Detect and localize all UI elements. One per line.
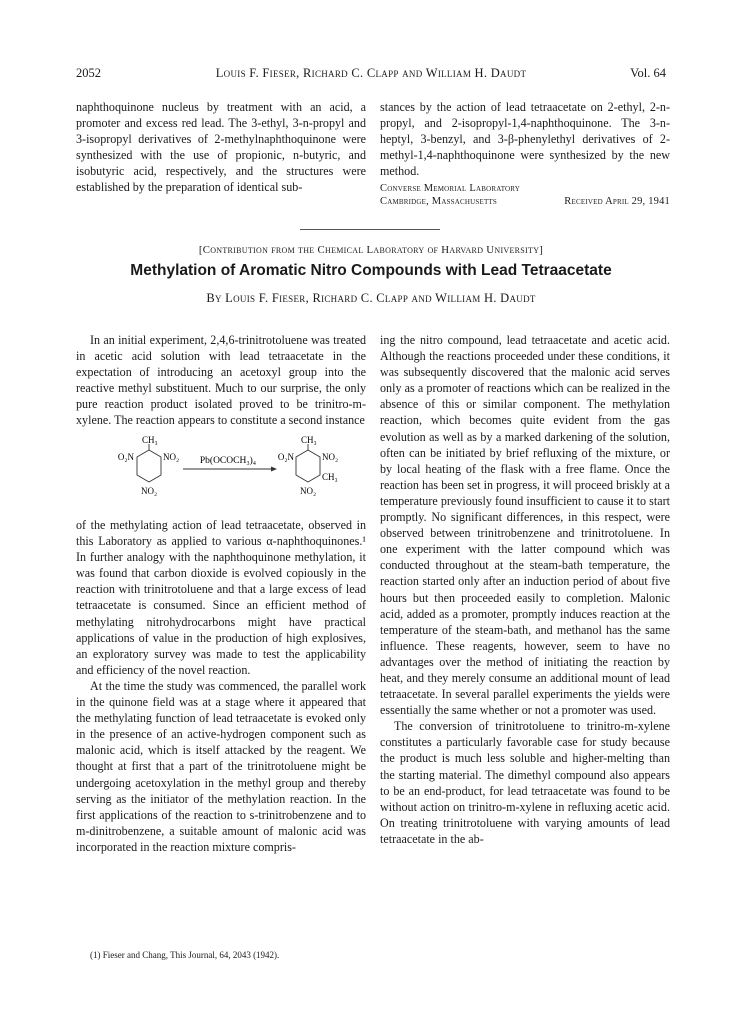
product-top-label: CH₃: [301, 436, 317, 445]
right-column-main: [380, 332, 670, 847]
article-byline: By Louis F. Fieser, Richard C. Clapp and William H. Daudt: [206, 291, 536, 305]
footnote: (1) Fieser and Chang, This Journal, 64, 2043 (1942).: [90, 950, 280, 960]
prev-article-right-column: [380, 99, 670, 208]
reaction-scheme: [76, 436, 366, 518]
paragraph: ing the nitro compound, lead tetraacetate and acetic acid. Although the reactions proceeded under these conditions, it was subsequently discovered that the malonic acid serves only as a promoter of reactions which can be realized in the absence of this or similar component. The methylation reaction, which becomes quite evident from the gas evolution as well as by a marked darkening of the solution, often can be initiated by brief refluxing of the mixture, or by local heating of the flask with a free flame. Once the reaction has been set in progress, it will proceed briskly at a temperature previously found insufficient to cause it to start promptly. No significant differences, in this respect, were observed between trinitrobenzene and trinitrotoluene. In one experiment with the latter compound which was conducted throughout at the steam-bath temperature, the reaction started only after an induction period of about five hours but then proceeded easily to completion. Malonic acid, added as a promoter, promptly induces reaction at the temperature of the steam-bath, and methanol has the same influence. These reagents, however, seem to have no advantages over the method of initiating the reaction by heat, and they merely consume an additional mount of lead tetraacetate. In several parallel experiments the yields were essentially the same whether or not a promoter was used.: [380, 333, 670, 718]
prev-article-text-left: naphthoquinone nucleus by treatment with an acid, a promoter and excess red lead. The 3-ethyl, 3-n-propyl and 3-isopropyl derivatives of 2-methylnaphthoquinone were synthesized with the use of propionic, n-butyric, and isobutyric acid, respectively, and the structures were established by the preparation of identical sub-: [76, 100, 366, 195]
article-divider: [300, 229, 440, 230]
affiliation-line2: Cambridge, Massachusetts: [380, 196, 498, 208]
paragraph: of the methylating action of lead tetraacetate, observed in this Laboratory as applied to various α-naphthoquinones.¹ In further analogy with the naphthoquinone methylation, it was found that carbon dioxide is evolved copiously in the reaction with trinitrotoluene and that a large excess of lead tetraacetate is consumed. Since an efficient method of methylating nitrohydrocarbons might have practical applications of value in the production of high explosives, an exploratory survey was made to test the applicability and efficiency of the novel reaction.: [76, 518, 366, 677]
product-bottom-label: NO₂: [300, 486, 317, 496]
received-date: Received April 29, 1941: [564, 196, 670, 208]
prev-article-text-right: stances by the action of lead tetraacetate on 2-ethyl, 2-n-propyl, and 2-isopropyl-1,4-naphthoquinone. The 3-n-heptyl, 3-benzyl, and 3-β-phenylethyl derivatives of 2-methyl-1,4-naphthoquinone were synthesized by the new method.: [380, 100, 670, 179]
volume-label: Vol. 64: [630, 66, 666, 80]
running-authors: Louis F. Fieser, Richard C. Clapp and William H. Daudt: [215, 66, 527, 80]
prev-article-left-column: [76, 99, 366, 196]
contribution-line: [Contribution from the Chemical Laboratory of Harvard University]: [198, 244, 544, 256]
reactant-right-label: NO₂: [163, 452, 180, 462]
affiliation-line1: Converse Memorial Laboratory: [380, 183, 521, 195]
page-number: 2052: [76, 66, 101, 80]
left-column-para1: [76, 332, 366, 429]
paragraph: The conversion of trinitrotoluene to trinitro-m-xylene constitutes a particularly favorable case for study because the product is much less soluble and higher-melting than the starting material. The dimethyl compound also appears to be an end-product, for lead tetraacetate was found to be without action on trinitro-m-xylene in refluxing acetic acid. On treating trinitrotoluene with varying amounts of lead tetraacetate in the ab-: [380, 719, 670, 846]
reactant-bottom-label: NO₂: [141, 486, 158, 496]
paragraph: At the time the study was commenced, the parallel work in the quinone field was at a stage where it appeared that the methylating function of lead tetraacetate is evoked only in the presence of an active-hydrogen component such as malonic acid, which is itself attacked by the reagent. We thought at first that a part of the trinitrotoluene might be undergoing acetoxylation in the methyl group and thereby serving as the initiator of the methylation reaction. In the first applications of the reaction to s-trinitrobenzene and to m-dinitrobenzene, a suitable amount of malonic acid was incorporated in the reaction mixture compris-: [76, 678, 366, 854]
left-column-main: [76, 517, 366, 855]
reagent-label: Pb(OCOCH₃)₄: [199, 456, 257, 466]
reactant-left-label: O₂N: [117, 452, 134, 462]
reactant-top-label: CH₃: [142, 436, 158, 445]
paragraph: In an initial experiment, 2,4,6-trinitrotoluene was treated in acetic acid solution with lead tetraacetate in the expectation of introducing an acetoxyl group into the reactive methyl substituent. Much to our surprise, the only pure reaction product isolated proved to be trinitro-m-xylene. The reaction appears to constitute a second instance: [76, 333, 366, 428]
affiliation-block: [380, 182, 670, 208]
reaction-scheme-svg: [76, 436, 366, 518]
article-title: Methylation of Aromatic Nitro Compounds with Lead Tetraacetate: [130, 262, 612, 279]
product-ring: [296, 444, 320, 482]
running-header: [76, 66, 666, 84]
product-right-label: NO₂: [322, 452, 339, 462]
product-side-label: CH₃: [322, 472, 338, 482]
reaction-arrowhead: [271, 467, 277, 472]
product-left-label: O₂N: [277, 452, 294, 462]
reactant-ring: [137, 444, 161, 482]
